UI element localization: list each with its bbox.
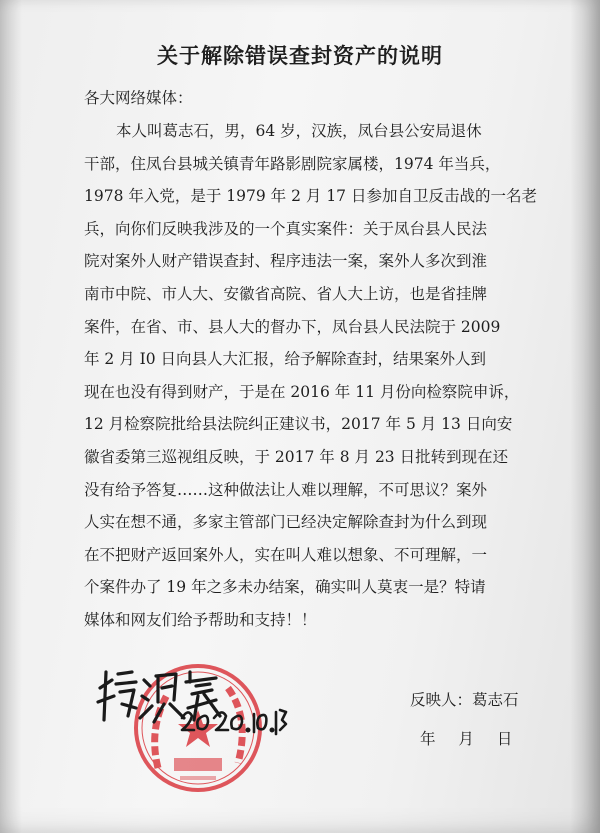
page-shadow-right [570, 0, 600, 833]
page-shadow-left [0, 0, 22, 833]
date-line: 年 月 日 [420, 730, 513, 748]
body-line: 1978 年入党，是于 1979 年 2 月 17 日参加自卫反击战的一名老 [84, 187, 537, 206]
body-line: 12 月检察院批给县法院纠正建议书，2017 年 5 月 13 日向安 [84, 415, 513, 434]
body-line: 人实在想不通，多家主管部门已经决定解除查封为什么到现 [84, 513, 488, 532]
document-body [84, 115, 554, 637]
body-line: 在不把财产返回案外人，实在叫人难以想象、不可理解，一 [84, 545, 488, 564]
body-line: 本人叫葛志石，男，64 岁，汉族，凤台县公安局退休 [116, 122, 482, 140]
body-line: 南市中院、市人大、安徽省高院、省人大上访，也是省挂牌 [84, 284, 488, 303]
body-line: 兵，向你们反映我涉及的一个真实案件：关于凤台县人民法 [84, 219, 488, 238]
body-line: 没有给予答复……这种做法让人难以理解，不可思议？案外 [84, 480, 488, 499]
handwritten-date [178, 700, 288, 740]
complainant-line: 反映人：葛志石 [410, 691, 519, 709]
body-line: 年 2 月 I0 日向县人大汇报，给予解除查封，结果案外人到 [84, 350, 487, 369]
body-line: 干部，住凤台县城关镇青年路影剧院家属楼，1974 年当兵， [84, 154, 501, 173]
body-line: 现在也没有得到财产，于是在 2016 年 11 月份向检察院申诉， [84, 382, 520, 401]
body-line: 案件，在省、市、县人大的督办下，凤台县人民法院于 2009 [84, 317, 501, 336]
body-line: 媒体和网友们给予帮助和支持！！ [84, 610, 317, 629]
body-line: 个案件办了 19 年之多未办结案，确实叫人莫衷一是？特请 [84, 578, 486, 597]
salutation: 各大网络媒体： [84, 89, 193, 107]
body-line: 院对案外人财产错误查封、程序违法一案，案外人多次到淮 [84, 252, 488, 271]
document-title: 关于解除错误查封资产的说明 [157, 43, 443, 68]
body-line: 徽省委第三巡视组反映，于 2017 年 8 月 23 日批转到现在还 [84, 447, 509, 466]
